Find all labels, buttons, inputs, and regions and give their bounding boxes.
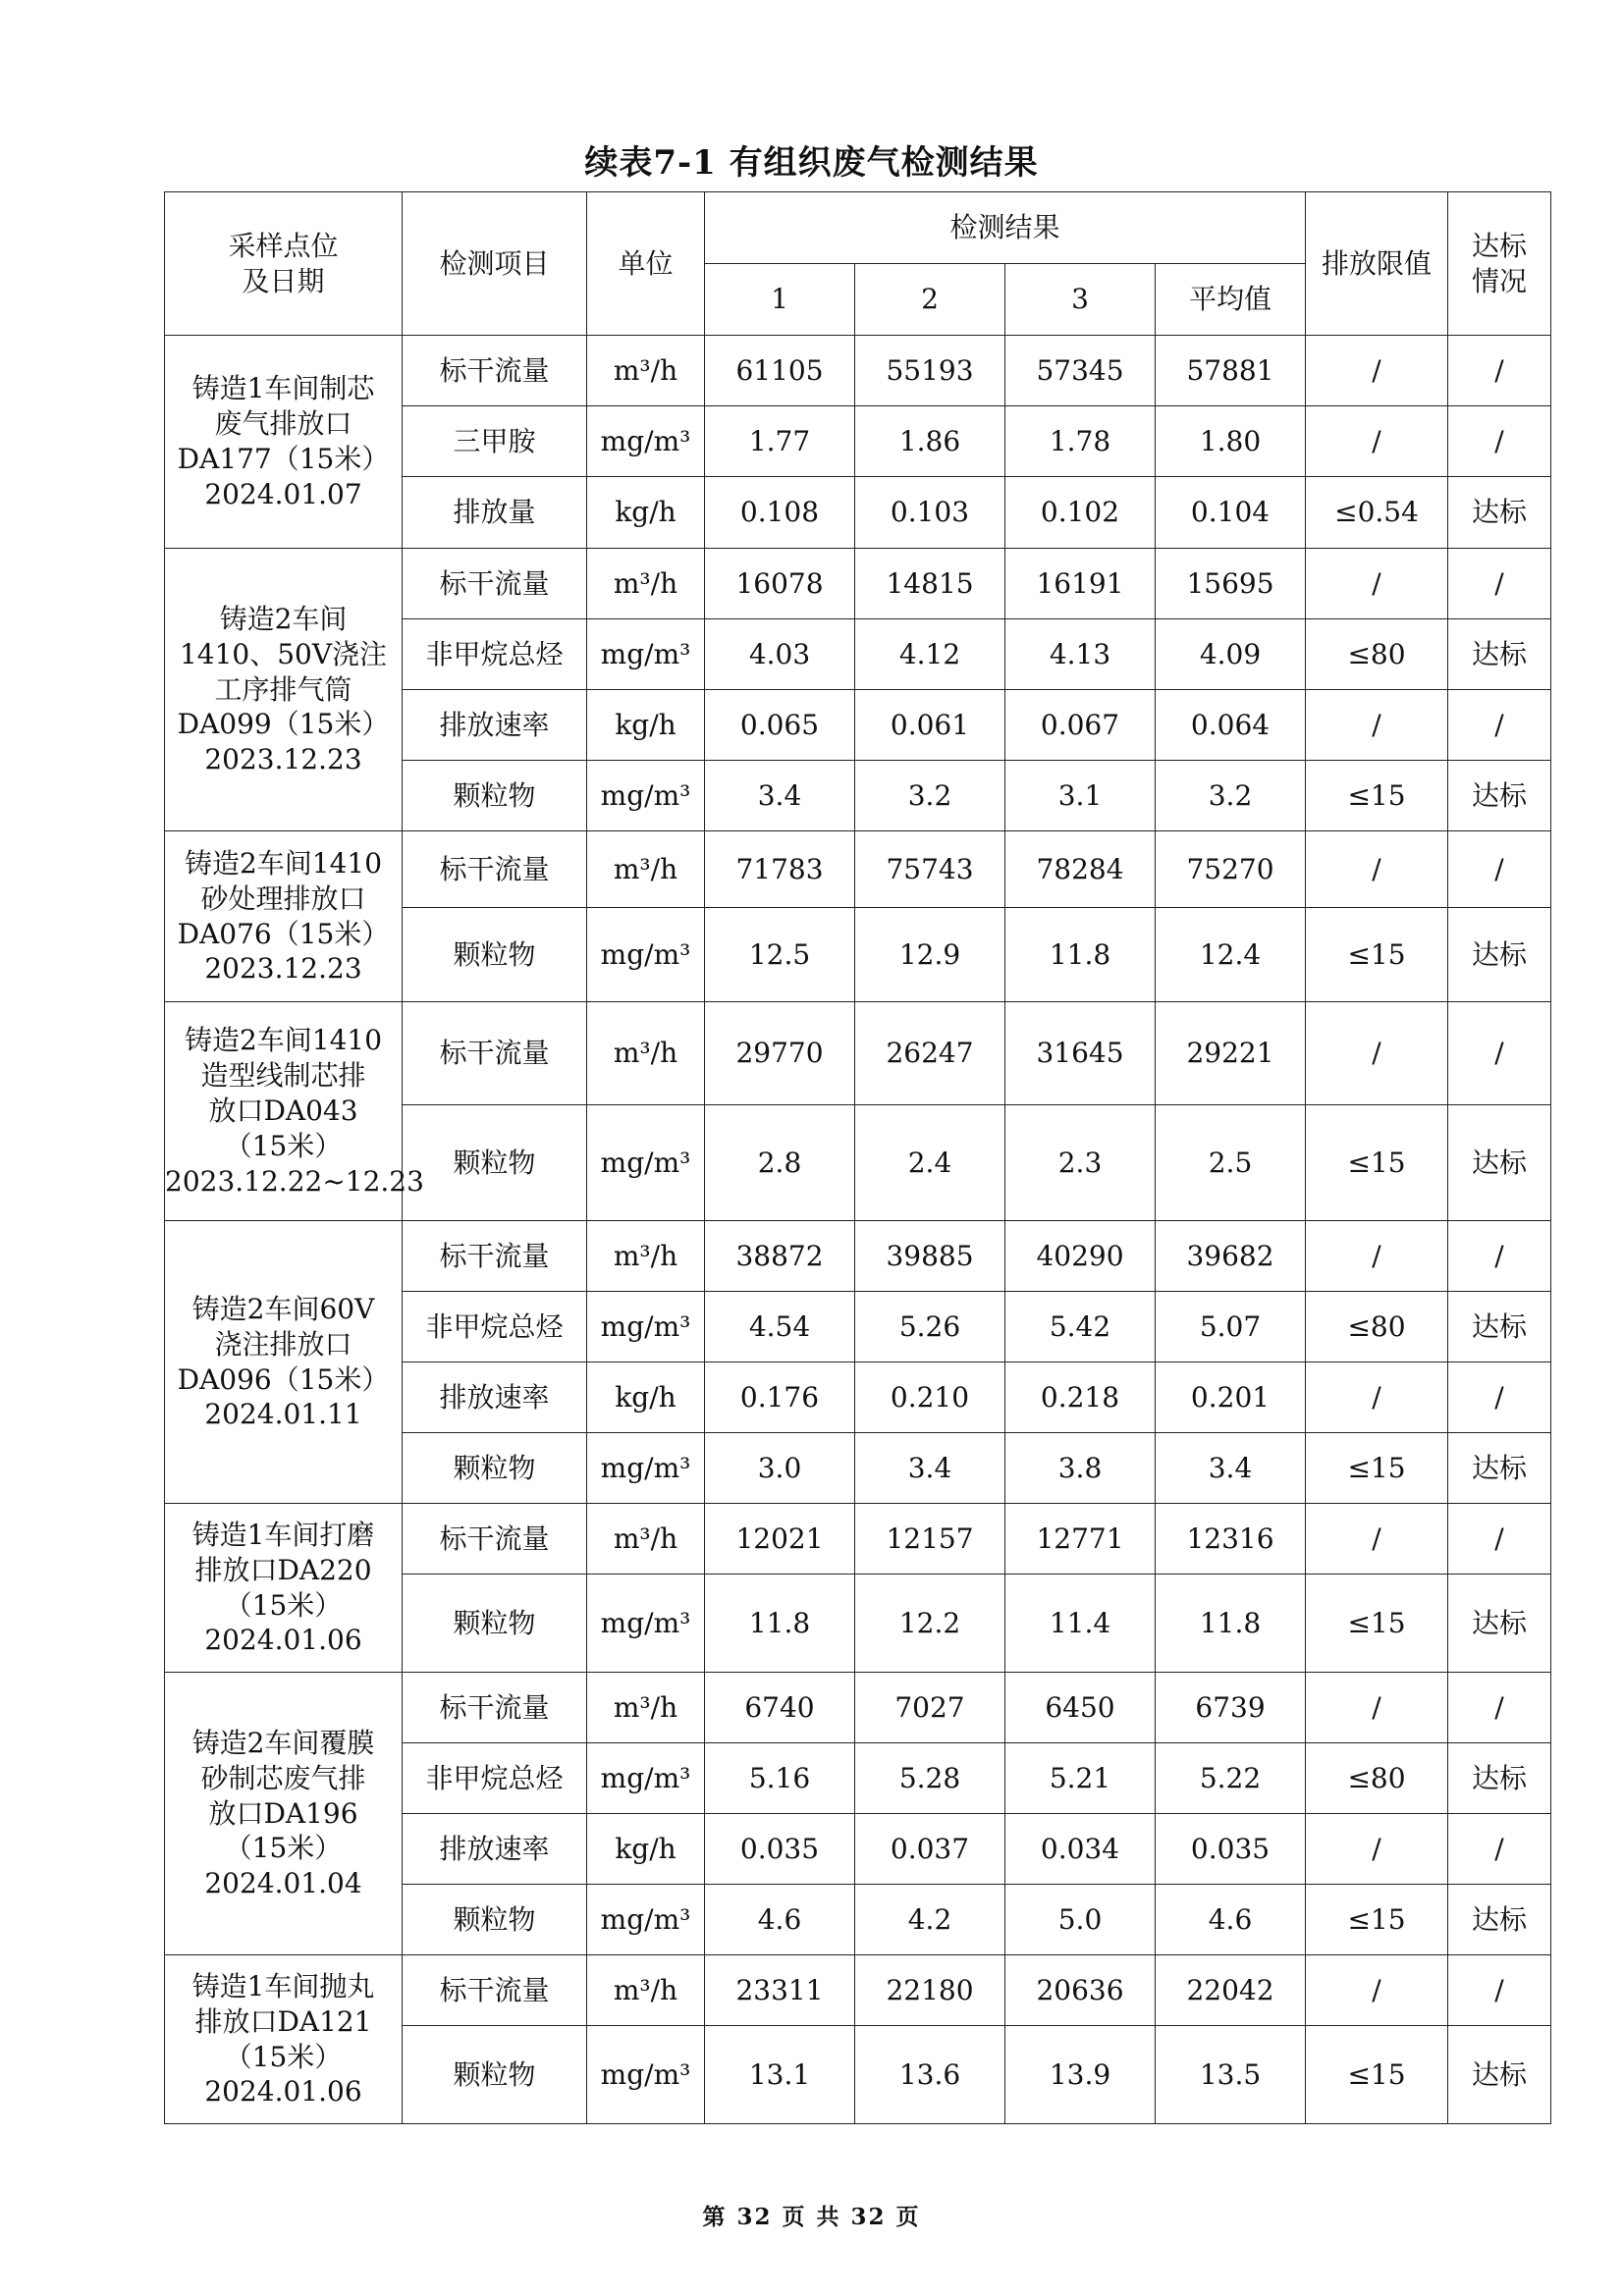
test-item-cell: 标干流量 <box>403 336 587 406</box>
average-cell: 2.5 <box>1156 1105 1306 1221</box>
result-1-cell: 16078 <box>705 549 855 619</box>
result-2-cell: 0.037 <box>855 1814 1005 1885</box>
average-cell: 1.80 <box>1156 406 1306 477</box>
result-1-cell: 4.6 <box>705 1885 855 1955</box>
sampling-point-cell <box>165 1673 403 1955</box>
result-2-cell: 0.103 <box>855 477 1005 549</box>
limit-cell: ≤15 <box>1306 761 1448 831</box>
result-1-cell: 4.54 <box>705 1292 855 1362</box>
result-2-cell: 26247 <box>855 1002 1005 1105</box>
limit-cell: ≤80 <box>1306 1292 1448 1362</box>
limit-cell: ≤0.54 <box>1306 477 1448 549</box>
unit-cell: m³/h <box>587 1504 705 1575</box>
sampling-point-label: 铸造1车间制芯 废气排放口 DA177（15米） 2024.01.07 <box>177 372 390 510</box>
unit-cell: mg/m³ <box>587 406 705 477</box>
result-1-cell: 6740 <box>705 1673 855 1743</box>
unit-cell: m³/h <box>587 336 705 406</box>
status-cell: 达标 <box>1448 908 1551 1002</box>
header-status: 达标 情况 <box>1448 192 1551 336</box>
average-cell: 39682 <box>1156 1221 1306 1292</box>
result-2-cell: 1.86 <box>855 406 1005 477</box>
status-cell: 达标 <box>1448 619 1551 690</box>
limit-cell: / <box>1306 1955 1448 2026</box>
average-cell: 22042 <box>1156 1955 1306 2026</box>
header-unit: 单位 <box>587 192 705 336</box>
result-2-cell: 0.061 <box>855 690 1005 761</box>
result-2-cell: 55193 <box>855 336 1005 406</box>
test-item-cell: 颗粒物 <box>403 1575 587 1673</box>
table-row <box>165 1504 1551 1575</box>
unit-cell: m³/h <box>587 1221 705 1292</box>
average-cell: 6739 <box>1156 1673 1306 1743</box>
unit-cell: mg/m³ <box>587 761 705 831</box>
sampling-point-label: 铸造2车间 1410、50V浇注 工序排气筒 DA099（15米） 2023.12.23 <box>177 602 390 776</box>
limit-cell: / <box>1306 1814 1448 1885</box>
average-cell: 15695 <box>1156 549 1306 619</box>
test-item-cell: 排放速率 <box>403 1814 587 1885</box>
sampling-point-label: 铸造2车间1410 造型线制芯排 放口DA043 （15米） 2023.12.22~12.23 <box>165 1024 424 1198</box>
unit-cell: m³/h <box>587 549 705 619</box>
result-2-cell: 5.28 <box>855 1743 1005 1814</box>
status-cell: / <box>1448 549 1551 619</box>
test-item-cell: 排放量 <box>403 477 587 549</box>
result-3-cell: 5.21 <box>1005 1743 1156 1814</box>
test-item-cell: 非甲烷总烃 <box>403 619 587 690</box>
limit-cell: ≤15 <box>1306 2026 1448 2124</box>
limit-cell: / <box>1306 1504 1448 1575</box>
sampling-point-cell <box>165 1221 403 1504</box>
result-3-cell: 20636 <box>1005 1955 1156 2026</box>
limit-cell: / <box>1306 1673 1448 1743</box>
status-cell: / <box>1448 1955 1551 2026</box>
average-cell: 29221 <box>1156 1002 1306 1105</box>
status-cell: / <box>1448 1673 1551 1743</box>
result-3-cell: 11.8 <box>1005 908 1156 1002</box>
average-cell: 0.064 <box>1156 690 1306 761</box>
test-item-cell: 颗粒物 <box>403 2026 587 2124</box>
test-item-cell: 排放速率 <box>403 690 587 761</box>
result-3-cell: 40290 <box>1005 1221 1156 1292</box>
table-row <box>165 1221 1551 1292</box>
result-3-cell: 5.0 <box>1005 1885 1156 1955</box>
result-3-cell: 3.8 <box>1005 1433 1156 1504</box>
test-item-cell: 颗粒物 <box>403 1105 587 1221</box>
result-1-cell: 0.176 <box>705 1362 855 1433</box>
status-cell: 达标 <box>1448 477 1551 549</box>
limit-cell: / <box>1306 1221 1448 1292</box>
result-2-cell: 14815 <box>855 549 1005 619</box>
test-item-cell: 颗粒物 <box>403 1885 587 1955</box>
result-3-cell: 4.13 <box>1005 619 1156 690</box>
result-2-cell: 4.12 <box>855 619 1005 690</box>
average-cell: 12.4 <box>1156 908 1306 1002</box>
status-cell: 达标 <box>1448 2026 1551 2124</box>
page-title: 续表7-1 有组织废气检测结果 <box>584 143 1039 183</box>
result-1-cell: 38872 <box>705 1221 855 1292</box>
unit-cell: mg/m³ <box>587 2026 705 2124</box>
result-1-cell: 1.77 <box>705 406 855 477</box>
header-results: 检测结果 <box>705 192 1306 264</box>
limit-cell: ≤80 <box>1306 619 1448 690</box>
average-cell: 4.09 <box>1156 619 1306 690</box>
result-1-cell: 29770 <box>705 1002 855 1105</box>
result-3-cell: 12771 <box>1005 1504 1156 1575</box>
limit-cell: / <box>1306 831 1448 908</box>
limit-cell: ≤15 <box>1306 1105 1448 1221</box>
test-item-cell: 排放速率 <box>403 1362 587 1433</box>
result-1-cell: 0.065 <box>705 690 855 761</box>
result-2-cell: 12.2 <box>855 1575 1005 1673</box>
header-result-2: 2 <box>855 264 1005 336</box>
status-cell: 达标 <box>1448 1292 1551 1362</box>
result-2-cell: 7027 <box>855 1673 1005 1743</box>
unit-cell: mg/m³ <box>587 1292 705 1362</box>
sampling-point-cell <box>165 831 403 1002</box>
unit-cell: mg/m³ <box>587 1433 705 1504</box>
table-row <box>165 1002 1551 1105</box>
sampling-point-cell <box>165 336 403 549</box>
table-body <box>165 192 1551 2124</box>
average-cell: 11.8 <box>1156 1575 1306 1673</box>
header-point: 采样点位 及日期 <box>165 192 403 336</box>
limit-cell: / <box>1306 1362 1448 1433</box>
average-cell: 57881 <box>1156 336 1306 406</box>
result-1-cell: 12.5 <box>705 908 855 1002</box>
result-2-cell: 22180 <box>855 1955 1005 2026</box>
result-3-cell: 6450 <box>1005 1673 1156 1743</box>
table-row <box>165 1955 1551 2026</box>
table-row <box>165 831 1551 908</box>
result-1-cell: 71783 <box>705 831 855 908</box>
result-3-cell: 31645 <box>1005 1002 1156 1105</box>
limit-cell: / <box>1306 549 1448 619</box>
table-row <box>165 336 1551 406</box>
result-2-cell: 4.2 <box>855 1885 1005 1955</box>
limit-cell: / <box>1306 406 1448 477</box>
result-1-cell: 0.035 <box>705 1814 855 1885</box>
average-cell: 5.07 <box>1156 1292 1306 1362</box>
result-3-cell: 2.3 <box>1005 1105 1156 1221</box>
status-cell: / <box>1448 1002 1551 1105</box>
sampling-point-label: 铸造1车间打磨 排放口DA220 （15米） 2024.01.06 <box>191 1518 375 1657</box>
average-cell: 12316 <box>1156 1504 1306 1575</box>
sampling-point-label: 铸造2车间覆膜 砂制芯废气排 放口DA196 （15米） 2024.01.04 <box>191 1726 375 1900</box>
test-item-cell: 颗粒物 <box>403 908 587 1002</box>
result-1-cell: 4.03 <box>705 619 855 690</box>
status-cell: 达标 <box>1448 1885 1551 1955</box>
result-1-cell: 3.4 <box>705 761 855 831</box>
sampling-point-label: 铸造1车间抛丸 排放口DA121 （15米） 2024.01.06 <box>191 1969 375 2109</box>
average-cell: 0.201 <box>1156 1362 1306 1433</box>
unit-cell: mg/m³ <box>587 1575 705 1673</box>
unit-cell: m³/h <box>587 1673 705 1743</box>
unit-cell: m³/h <box>587 1002 705 1105</box>
test-item-cell: 标干流量 <box>403 1002 587 1105</box>
unit-cell: mg/m³ <box>587 1885 705 1955</box>
unit-cell: mg/m³ <box>587 1105 705 1221</box>
unit-cell: kg/h <box>587 1814 705 1885</box>
unit-cell: mg/m³ <box>587 619 705 690</box>
result-1-cell: 61105 <box>705 336 855 406</box>
table-row <box>165 549 1551 619</box>
test-item-cell: 标干流量 <box>403 549 587 619</box>
result-3-cell: 5.42 <box>1005 1292 1156 1362</box>
test-item-cell: 非甲烷总烃 <box>403 1743 587 1814</box>
result-2-cell: 12.9 <box>855 908 1005 1002</box>
unit-cell: kg/h <box>587 1362 705 1433</box>
result-1-cell: 0.108 <box>705 477 855 549</box>
header-result-3: 3 <box>1005 264 1156 336</box>
test-item-cell: 标干流量 <box>403 1673 587 1743</box>
result-2-cell: 13.6 <box>855 2026 1005 2124</box>
average-cell: 3.2 <box>1156 761 1306 831</box>
sampling-point-label: 铸造2车间60V 浇注排放口 DA096（15米） 2024.01.11 <box>177 1292 390 1431</box>
test-item-cell: 标干流量 <box>403 1504 587 1575</box>
result-1-cell: 23311 <box>705 1955 855 2026</box>
result-2-cell: 3.2 <box>855 761 1005 831</box>
unit-cell: mg/m³ <box>587 908 705 1002</box>
header-row <box>165 192 1551 264</box>
result-1-cell: 5.16 <box>705 1743 855 1814</box>
result-3-cell: 1.78 <box>1005 406 1156 477</box>
test-item-cell: 颗粒物 <box>403 761 587 831</box>
limit-cell: ≤80 <box>1306 1743 1448 1814</box>
exhaust-results-table <box>164 191 1551 2124</box>
unit-cell: m³/h <box>587 831 705 908</box>
average-cell: 5.22 <box>1156 1743 1306 1814</box>
result-3-cell: 13.9 <box>1005 2026 1156 2124</box>
status-cell: / <box>1448 336 1551 406</box>
result-1-cell: 2.8 <box>705 1105 855 1221</box>
result-2-cell: 0.210 <box>855 1362 1005 1433</box>
result-3-cell: 16191 <box>1005 549 1156 619</box>
average-cell: 0.035 <box>1156 1814 1306 1885</box>
status-cell: 达标 <box>1448 761 1551 831</box>
sampling-point-cell <box>165 549 403 831</box>
status-cell: 达标 <box>1448 1575 1551 1673</box>
result-3-cell: 0.218 <box>1005 1362 1156 1433</box>
test-item-cell: 标干流量 <box>403 1221 587 1292</box>
status-cell: / <box>1448 831 1551 908</box>
average-cell: 75270 <box>1156 831 1306 908</box>
status-cell: / <box>1448 1221 1551 1292</box>
result-1-cell: 11.8 <box>705 1575 855 1673</box>
limit-cell: ≤15 <box>1306 908 1448 1002</box>
limit-cell: / <box>1306 690 1448 761</box>
test-item-cell: 三甲胺 <box>403 406 587 477</box>
sampling-point-label: 铸造2车间1410 砂处理排放口 DA076（15米） 2023.12.23 <box>177 846 390 986</box>
result-2-cell: 39885 <box>855 1221 1005 1292</box>
test-item-cell: 非甲烷总烃 <box>403 1292 587 1362</box>
result-2-cell: 5.26 <box>855 1292 1005 1362</box>
unit-cell: kg/h <box>587 690 705 761</box>
status-cell: 达标 <box>1448 1743 1551 1814</box>
test-item-cell: 颗粒物 <box>403 1433 587 1504</box>
header-average: 平均值 <box>1156 264 1306 336</box>
result-3-cell: 0.102 <box>1005 477 1156 549</box>
limit-cell: ≤15 <box>1306 1433 1448 1504</box>
status-cell: / <box>1448 1504 1551 1575</box>
unit-cell: kg/h <box>587 477 705 549</box>
limit-cell: ≤15 <box>1306 1885 1448 1955</box>
test-item-cell: 标干流量 <box>403 1955 587 2026</box>
unit-cell: m³/h <box>587 1955 705 2026</box>
limit-cell: ≤15 <box>1306 1575 1448 1673</box>
header-limit: 排放限值 <box>1306 192 1448 336</box>
average-cell: 13.5 <box>1156 2026 1306 2124</box>
result-3-cell: 78284 <box>1005 831 1156 908</box>
sampling-point-cell <box>165 1002 424 1221</box>
limit-cell: / <box>1306 1002 1448 1105</box>
average-cell: 4.6 <box>1156 1885 1306 1955</box>
status-cell: / <box>1448 406 1551 477</box>
result-1-cell: 12021 <box>705 1504 855 1575</box>
limit-cell: / <box>1306 336 1448 406</box>
result-1-cell: 13.1 <box>705 2026 855 2124</box>
result-3-cell: 57345 <box>1005 336 1156 406</box>
result-1-cell: 3.0 <box>705 1433 855 1504</box>
sampling-point-cell <box>165 1504 403 1673</box>
average-cell: 0.104 <box>1156 477 1306 549</box>
unit-cell: mg/m³ <box>587 1743 705 1814</box>
result-3-cell: 0.034 <box>1005 1814 1156 1885</box>
status-cell: 达标 <box>1448 1433 1551 1504</box>
result-2-cell: 2.4 <box>855 1105 1005 1221</box>
status-cell: 达标 <box>1448 1105 1551 1221</box>
result-2-cell: 12157 <box>855 1504 1005 1575</box>
table-row <box>165 1673 1551 1743</box>
sampling-point-cell <box>165 1955 403 2124</box>
header-item: 检测项目 <box>403 192 587 336</box>
average-cell: 3.4 <box>1156 1433 1306 1504</box>
status-cell: / <box>1448 1362 1551 1433</box>
test-item-cell: 标干流量 <box>403 831 587 908</box>
page-footer: 第 32 页 共 32 页 <box>702 2204 921 2230</box>
status-cell: / <box>1448 690 1551 761</box>
result-3-cell: 0.067 <box>1005 690 1156 761</box>
header-result-1: 1 <box>705 264 855 336</box>
result-2-cell: 75743 <box>855 831 1005 908</box>
result-2-cell: 3.4 <box>855 1433 1005 1504</box>
result-3-cell: 11.4 <box>1005 1575 1156 1673</box>
result-3-cell: 3.1 <box>1005 761 1156 831</box>
status-cell: / <box>1448 1814 1551 1885</box>
